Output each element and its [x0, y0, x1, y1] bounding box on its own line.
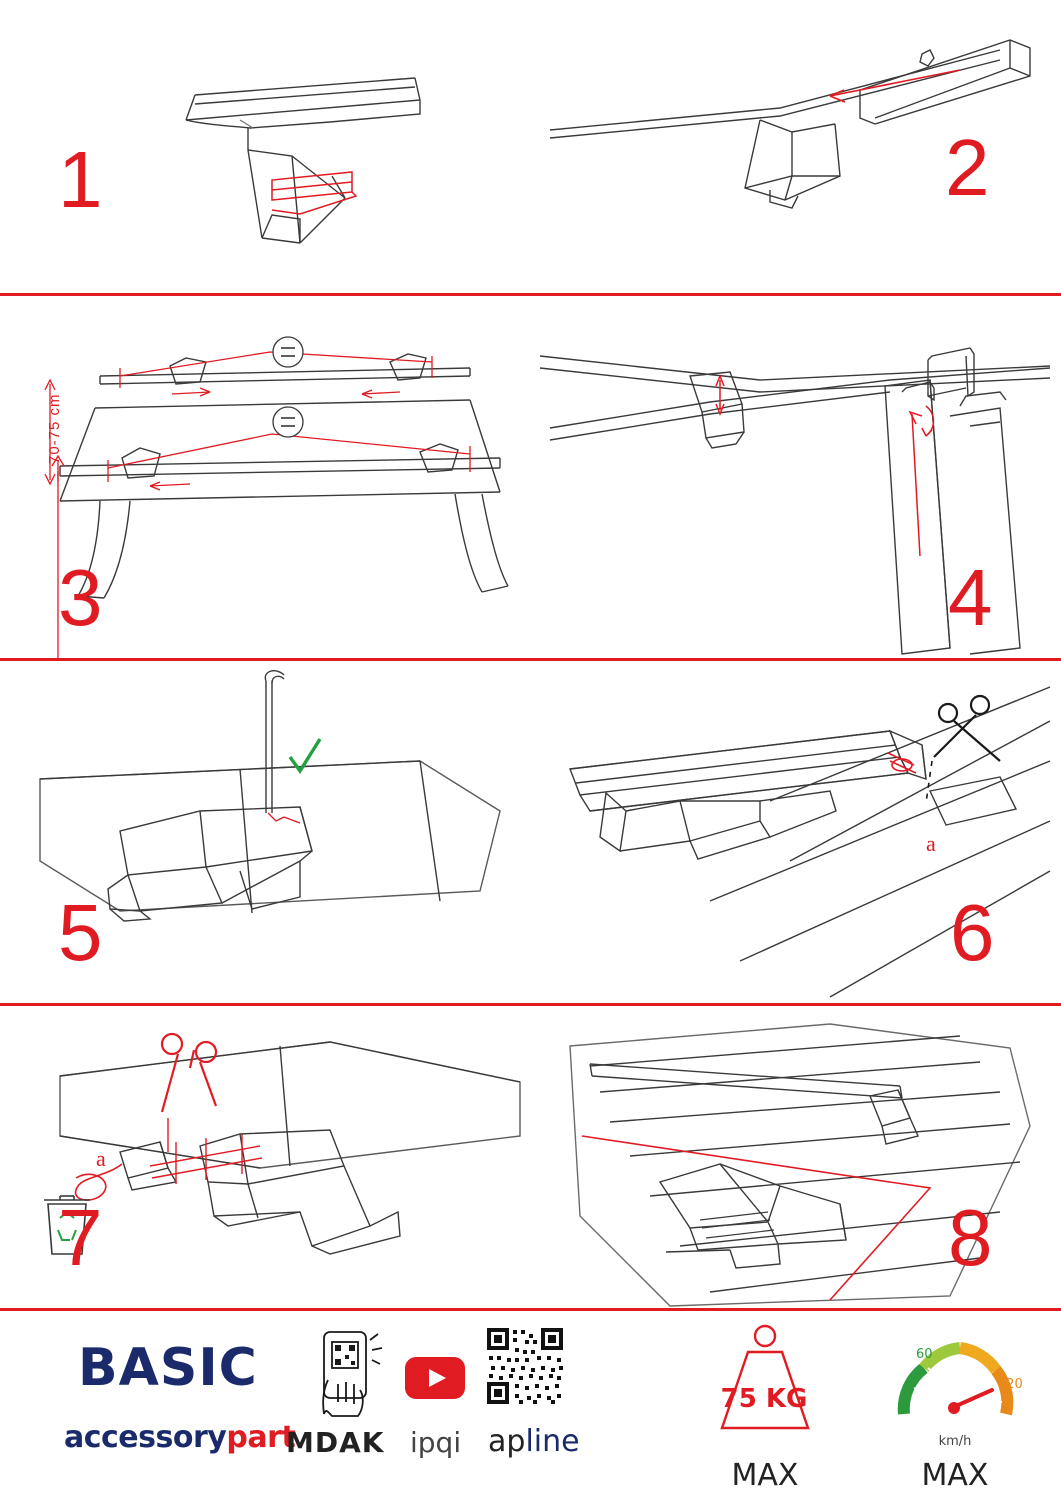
ap-text: ap: [488, 1424, 526, 1459]
footer: [0, 1308, 1061, 1500]
svg-text:60: 60: [916, 1347, 933, 1362]
qr-code-icon[interactable]: [485, 1326, 565, 1406]
mdak-label: MDAK: [286, 1426, 385, 1459]
step-5-panel: [0, 661, 530, 1003]
step-3-panel: [0, 296, 530, 658]
step-7-panel: [0, 1006, 530, 1308]
step-6-panel: [530, 661, 1061, 1003]
basic-logo: BASIC: [78, 1338, 258, 1398]
step-number-8: 8: [948, 1193, 991, 1282]
step-number-6: 6: [950, 888, 993, 977]
step-number-1: 1: [58, 135, 101, 224]
step-2-panel: [530, 0, 1061, 293]
svg-text:120: 120: [998, 1377, 1023, 1392]
weight-limit-label: 75 KG: [720, 1384, 808, 1414]
part-text: part: [226, 1420, 296, 1455]
apline-label: [488, 1424, 580, 1459]
step-3-dimension-label: 70-75 cm: [46, 393, 63, 464]
speed-unit-label: km/h: [938, 1434, 972, 1449]
step-4-panel: [530, 296, 1061, 658]
ipqi-label: ipqi: [410, 1426, 462, 1459]
youtube-icon[interactable]: [404, 1356, 466, 1400]
step-number-4: 4: [948, 553, 991, 642]
weight-icon: [690, 1320, 840, 1440]
phone-scan-icon: [302, 1328, 392, 1420]
step-7-marker-a: a: [96, 1146, 106, 1171]
step-number-7: 7: [58, 1193, 101, 1282]
step-6-marker-a: a: [926, 831, 936, 856]
accessorypart-logo: [64, 1420, 295, 1455]
step-1-panel: [0, 0, 530, 293]
speed-gauge-icon: [880, 1322, 1030, 1442]
accessory-text: accessory: [64, 1420, 227, 1455]
step-number-3: 3: [58, 553, 101, 642]
step-number-5: 5: [58, 888, 101, 977]
max-weight-label: MAX: [731, 1458, 799, 1493]
max-speed-label: MAX: [921, 1458, 989, 1493]
step-number-2: 2: [945, 123, 988, 212]
line-text: line: [525, 1424, 580, 1459]
step-8-panel: [530, 1006, 1061, 1308]
